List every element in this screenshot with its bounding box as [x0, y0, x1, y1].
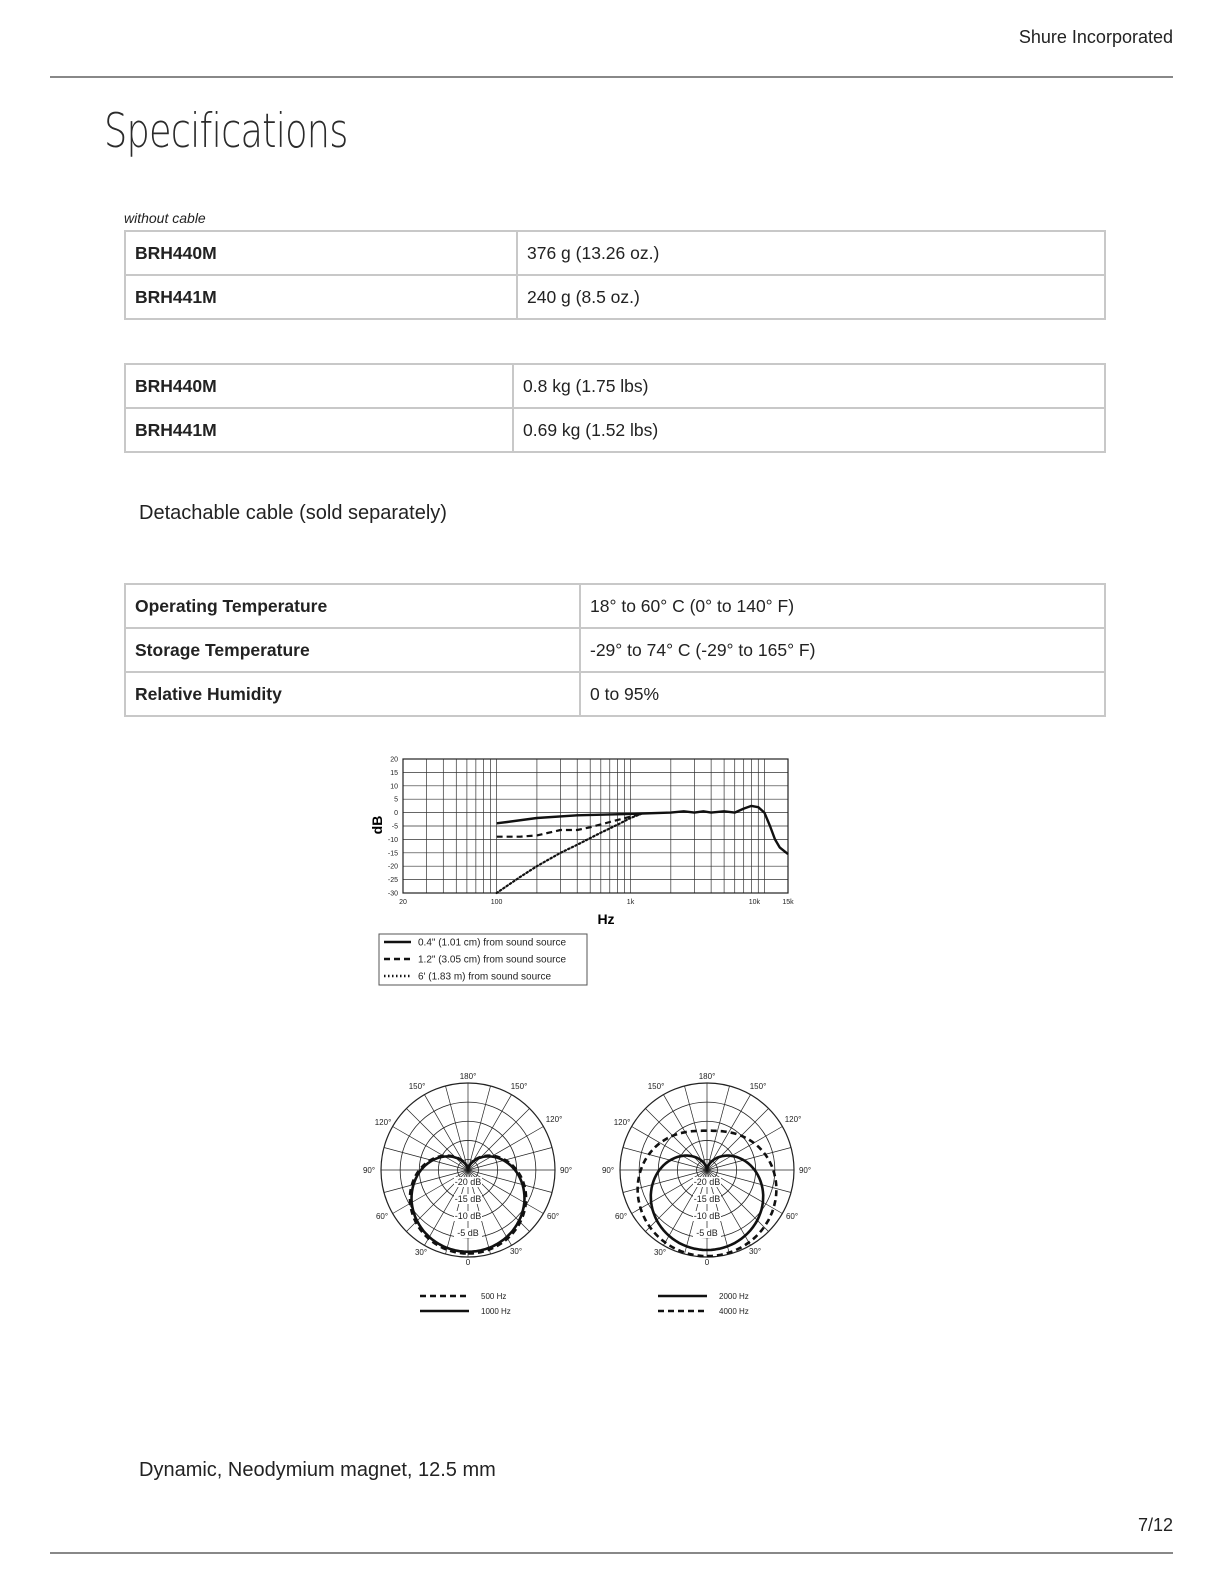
- model-cell: BRH441M: [125, 275, 517, 319]
- legend-label: 1000 Hz: [481, 1307, 511, 1316]
- y-tick-label: -10: [387, 836, 398, 844]
- ring-label: -5 dB: [457, 1228, 479, 1238]
- value-cell: 0.8 kg (1.75 lbs): [513, 364, 1105, 408]
- transducer-text: Dynamic, Neodymium magnet, 12.5 mm: [139, 1459, 496, 1481]
- ring-label: -10 dB: [693, 1211, 721, 1221]
- value-cell: 0 to 95%: [580, 672, 1105, 716]
- angle-label: 90°: [362, 1166, 376, 1175]
- ring-label: -15 dB: [454, 1194, 482, 1204]
- polar-pattern-chart-left: [355, 1068, 585, 1328]
- page-number: 7/12: [1137, 1515, 1173, 1535]
- y-tick-label: -15: [387, 850, 398, 858]
- table-row: [125, 364, 1105, 408]
- model-cell: BRH440M: [125, 231, 517, 275]
- legend: [379, 934, 587, 985]
- table-row: [125, 275, 1105, 319]
- y-tick-label: 0: [394, 810, 398, 818]
- y-tick-label: -5: [391, 823, 398, 831]
- angle-label: 120°: [613, 1118, 631, 1127]
- header-rule: [50, 76, 1173, 78]
- x-axis-label: Hz: [597, 911, 615, 927]
- x-tick-label: 20: [399, 899, 407, 906]
- angle-label: 180°: [698, 1072, 716, 1081]
- ring-label: -5 dB: [696, 1228, 718, 1238]
- polar-spoke: [406, 1108, 468, 1170]
- x-tick-label: 10k: [748, 899, 761, 906]
- angle-label: 0: [704, 1258, 710, 1267]
- y-tick-label: 10: [390, 783, 398, 791]
- angle-label: 90°: [798, 1166, 812, 1175]
- x-tick-label: 1k: [626, 899, 635, 906]
- angle-label: 120°: [784, 1115, 802, 1124]
- value-cell: 0.69 kg (1.52 lbs): [513, 408, 1105, 452]
- model-cell: BRH440M: [125, 364, 513, 408]
- legend-label: 1.2" (3.05 cm) from sound source: [418, 954, 567, 966]
- label-cell: Relative Humidity: [125, 672, 580, 716]
- legend-label: 4000 Hz: [719, 1307, 749, 1316]
- legend-label: 0.4" (1.01 cm) from sound source: [418, 937, 567, 949]
- shipping-weight-table: [124, 363, 1106, 453]
- cable-text: Detachable cable (sold separately): [139, 502, 447, 524]
- angle-label: 90°: [559, 1166, 573, 1175]
- angle-label: 60°: [375, 1212, 389, 1221]
- angle-label: 180°: [459, 1072, 477, 1081]
- label-cell: Operating Temperature: [125, 584, 580, 628]
- y-tick-label: -30: [387, 890, 398, 898]
- angle-label: 150°: [408, 1082, 426, 1091]
- angle-label: 120°: [545, 1115, 563, 1124]
- polar-spoke: [707, 1108, 769, 1170]
- angle-label: 150°: [510, 1082, 528, 1091]
- y-tick-label: 5: [394, 796, 398, 804]
- ring-label: -20 dB: [693, 1177, 721, 1187]
- legend-label: 500 Hz: [481, 1292, 507, 1301]
- series-line-2: [497, 814, 641, 837]
- x-tick-label: 15k: [782, 899, 794, 906]
- y-tick-label: -20: [387, 863, 398, 871]
- label-cell: Storage Temperature: [125, 628, 580, 672]
- company-name: Shure Incorporated: [1018, 27, 1173, 47]
- value-cell: 240 g (8.5 oz.): [517, 275, 1105, 319]
- legend-label: 2000 Hz: [719, 1292, 749, 1301]
- weight-caption: without cable: [124, 210, 206, 226]
- angle-label: 30°: [653, 1248, 667, 1257]
- polar-spoke: [468, 1108, 530, 1170]
- y-tick-label: 20: [390, 756, 398, 764]
- table-row: [125, 584, 1105, 628]
- polar-spoke: [707, 1147, 791, 1170]
- y-tick-label: -25: [387, 877, 398, 885]
- value-cell: -29° to 74° C (-29° to 165° F): [580, 628, 1105, 672]
- polar-spoke: [645, 1108, 707, 1170]
- table-row: [125, 628, 1105, 672]
- angle-label: 60°: [546, 1212, 560, 1221]
- frequency-response-chart: [360, 750, 810, 1000]
- angle-label: 150°: [749, 1082, 767, 1091]
- angle-label: 60°: [785, 1212, 799, 1221]
- value-cell: 376 g (13.26 oz.): [517, 231, 1105, 275]
- table-row: [125, 231, 1105, 275]
- ring-label: -20 dB: [454, 1177, 482, 1187]
- y-tick-label: 15: [390, 769, 398, 777]
- angle-label: 30°: [748, 1247, 762, 1256]
- angle-label: 150°: [647, 1082, 665, 1091]
- ring-label: -15 dB: [693, 1194, 721, 1204]
- value-cell: 18° to 60° C (0° to 140° F): [580, 584, 1105, 628]
- polar-spoke: [623, 1147, 707, 1170]
- legend-label: 6' (1.83 m) from sound source: [418, 971, 552, 983]
- angle-label: 90°: [601, 1166, 615, 1175]
- angle-label: 30°: [509, 1247, 523, 1256]
- series-line-1: [497, 806, 788, 854]
- environment-table: [124, 583, 1106, 717]
- table-row: [125, 672, 1105, 716]
- x-tick-label: 100: [490, 899, 503, 906]
- table-row: [125, 408, 1105, 452]
- angle-label: 0: [465, 1258, 471, 1267]
- footer-rule: [50, 1552, 1173, 1554]
- model-cell: BRH441M: [125, 408, 513, 452]
- page-title: Specifications: [104, 104, 348, 159]
- angle-label: 60°: [614, 1212, 628, 1221]
- angle-label: 120°: [374, 1118, 392, 1127]
- polar-pattern-chart-right: [594, 1068, 824, 1328]
- angle-label: 30°: [414, 1248, 428, 1257]
- ring-label: -10 dB: [454, 1211, 482, 1221]
- net-weight-table: [124, 230, 1106, 320]
- y-axis-label: dB: [369, 815, 385, 835]
